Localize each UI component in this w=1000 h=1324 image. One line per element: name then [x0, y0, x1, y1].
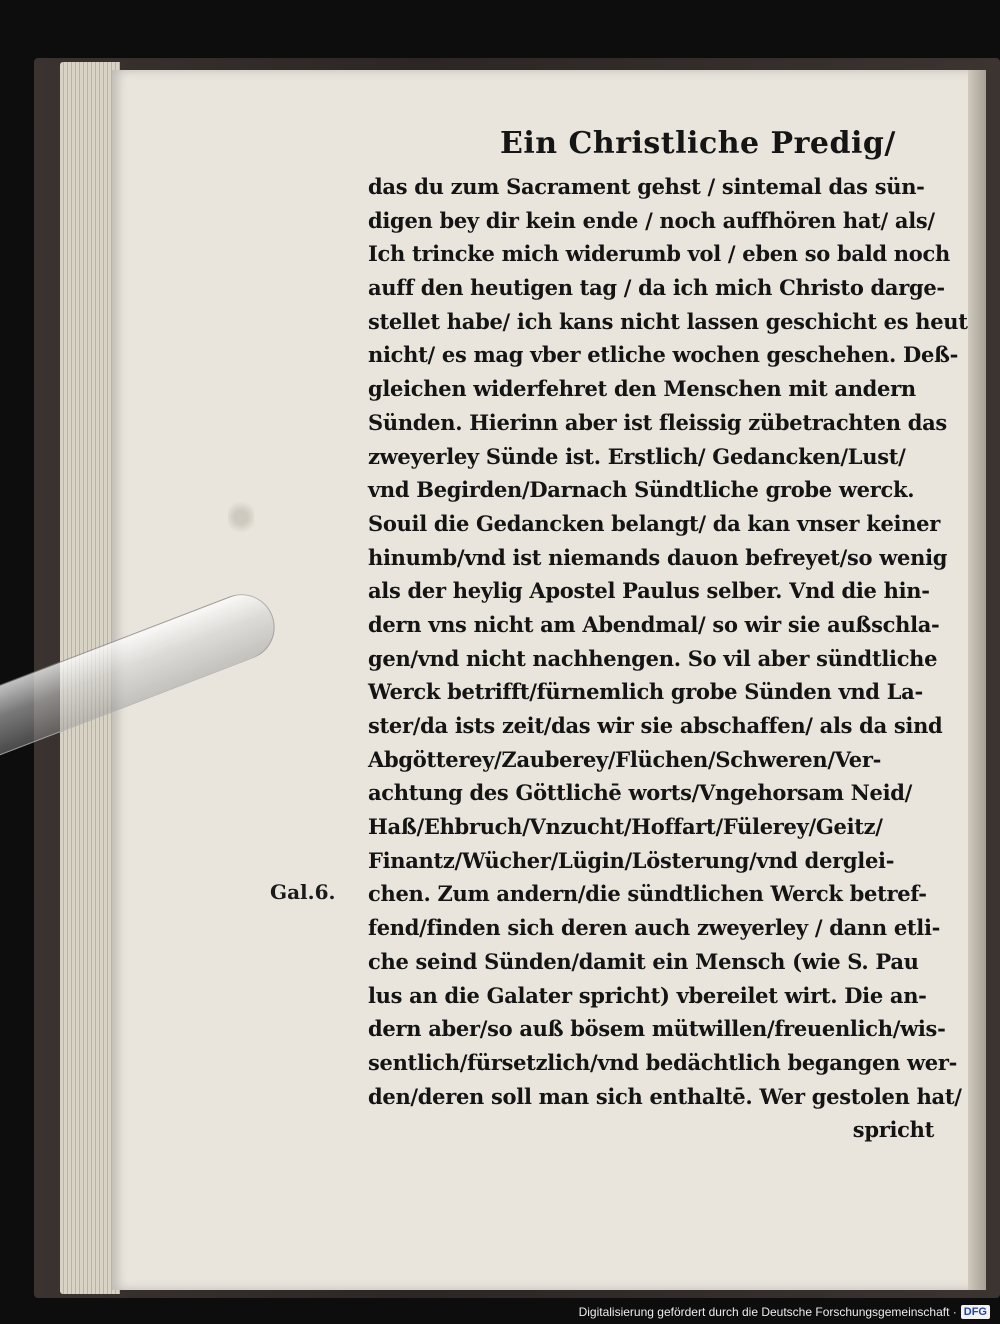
running-heading: Ein Christliche Predig/	[500, 126, 896, 161]
page-right-edge	[968, 70, 986, 1290]
text-line: zweyerley Sünde ist. Erstlich/ Gedancken/Lust/	[368, 443, 906, 469]
text-line: Sünden. Hierinn aber ist fleissig zübetrachten das	[368, 409, 947, 435]
text-line: Finantz/Wücher/Lügin/Lösterung/vnd derglei-	[368, 847, 895, 873]
text-line: vnd Begirden/Darnach Sündtliche grobe werck.	[368, 477, 915, 503]
text-line: lus an die Galater spricht) vbereilet wirt. Die an-	[368, 982, 927, 1008]
text-line: auff den heutigen tag / da ich mich Christo darge-	[368, 275, 945, 301]
footer-text: Digitalisierung gefördert durch die Deutsche Forschungsgemeinschaft ·	[578, 1305, 957, 1319]
text-line: digen bey dir kein ende / noch auffhören hat/ als/	[368, 207, 935, 233]
text-line: Souil die Gedancken belangt/ da kan vnser keiner	[368, 510, 940, 536]
text-line: dern vns nicht am Abendmal/ so wir sie außschla-	[368, 611, 940, 637]
text-block	[368, 170, 968, 1147]
margin-note: Gal.6.	[270, 880, 336, 904]
text-line: Haß/Ehbruch/Vnzucht/Hoffart/Fülerey/Geitz/	[368, 814, 883, 840]
text-line: den/deren soll man sich enthaltē. Wer gestolen hat/	[368, 1083, 962, 1109]
text-line: hinumb/vnd ist niemands dauon befreyet/so wenig	[368, 544, 948, 570]
footer-credit	[579, 1302, 990, 1322]
library-stamp-mark	[228, 500, 254, 534]
text-line: chen. Zum andern/die sündtlichen Werck betref-	[368, 881, 927, 907]
text-line: das du zum Sacrament gehst / sintemal das sün-	[368, 174, 925, 199]
text-line: Abgötterey/Zauberey/Flüchen/Schweren/Ver-	[368, 746, 882, 772]
text-line: Ich trincke mich widerumb vol / eben so bald noch	[368, 241, 950, 267]
text-line: gen/vnd nicht nachhengen. So vil aber sündtliche	[368, 645, 938, 671]
text-line: stellet habe/ ich kans nicht lassen geschicht es heut	[368, 308, 968, 334]
text-line: als der heylig Apostel Paulus selber. Vnd die hin-	[368, 578, 930, 604]
catchword: spricht	[852, 1117, 934, 1143]
text-line: achtung des Göttlichē worts/Vngehorsam Neid/	[368, 780, 913, 806]
text-line: che seind Sünden/damit ein Mensch (wie S. Pau	[368, 948, 919, 974]
text-line: nicht/ es mag vber etliche wochen geschehen. Deß-	[368, 342, 959, 368]
text-line: sentlich/fürsetzlich/vnd bedächtlich begangen wer-	[368, 1049, 958, 1075]
text-line: dern aber/so auß bösem mütwillen/freuenlich/wis-	[368, 1016, 946, 1042]
text-line: Werck betrifft/fürnemlich grobe Sünden vnd La-	[368, 679, 923, 705]
text-line: fend/finden sich deren auch zweyerley / dann etli-	[368, 915, 941, 941]
text-line: gleichen widerfehret den Menschen mit andern	[368, 376, 916, 402]
dfg-logo: DFG	[961, 1305, 990, 1319]
text-line: ster/da ists zeit/das wir sie abschaffen/ als da sind	[368, 713, 943, 738]
